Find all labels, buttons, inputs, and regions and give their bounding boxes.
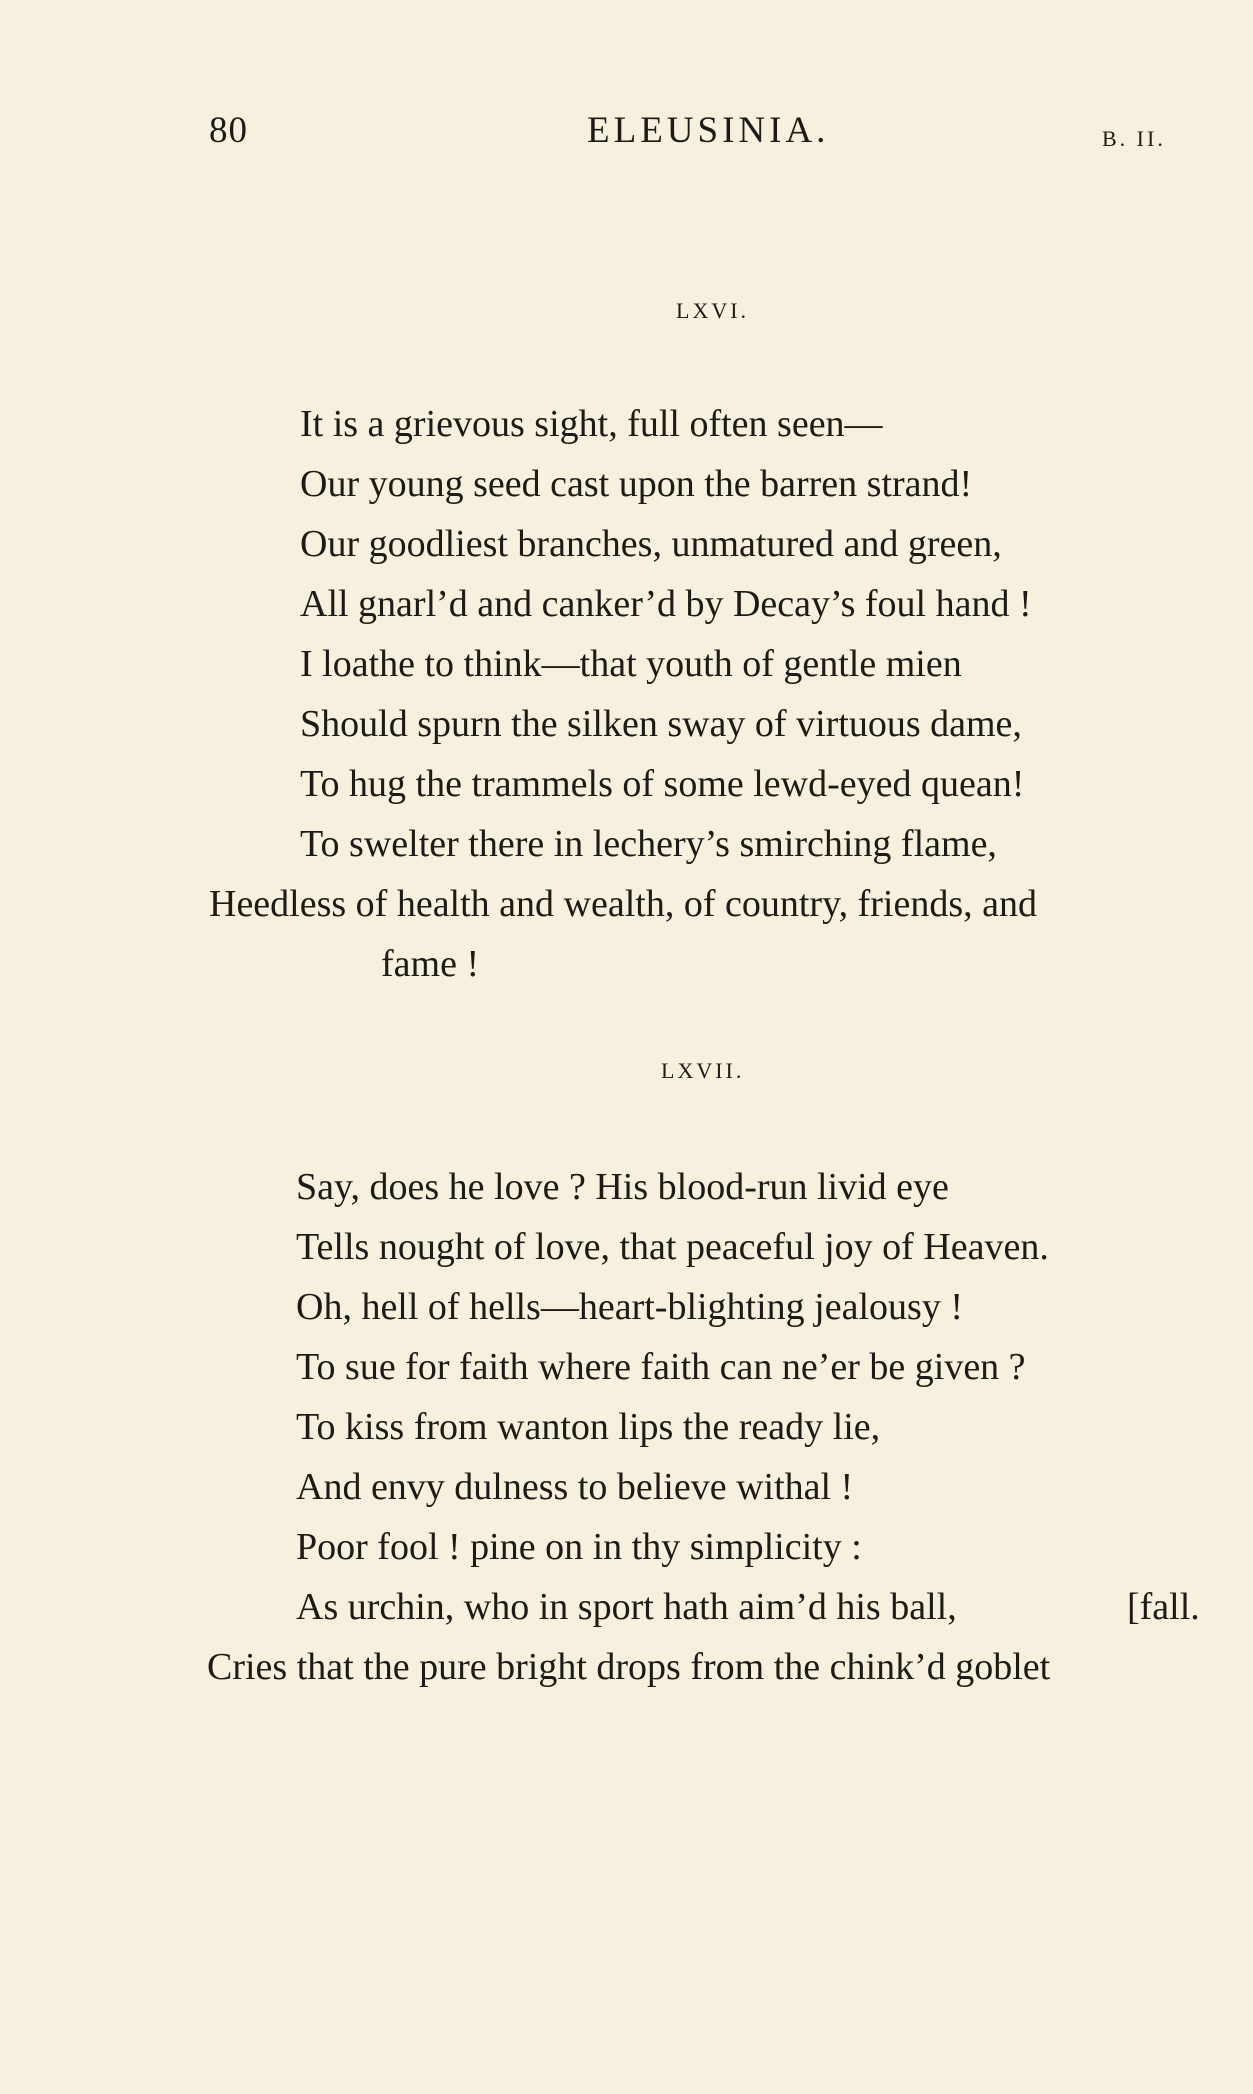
verse-line: To hug the trammels of some lewd-eyed quean! <box>300 763 1025 805</box>
stanza-number: LXVI. <box>676 298 750 323</box>
verse-line: Tells nought of love, that peaceful joy of Heaven. <box>296 1226 1049 1268</box>
verse-line: Our young seed cast upon the barren strand! <box>300 463 973 505</box>
verse-line: To sue for faith where faith can ne’er be given ? <box>296 1346 1026 1388</box>
verse-line: It is a grievous sight, full often seen— <box>300 403 883 445</box>
verse-line: Should spurn the silken sway of virtuous dame, <box>300 703 1022 745</box>
verse-line: Cries that the pure bright drops from the chink’d goblet <box>207 1646 1051 1688</box>
verse-line: To kiss from wanton lips the ready lie, <box>296 1406 881 1448</box>
page-number: 80 <box>209 110 248 151</box>
verse-line-continuation: fame ! <box>381 943 480 985</box>
verse-line: As urchin, who in sport hath aim’d his ball, <box>296 1586 957 1628</box>
verse-line: Poor fool ! pine on in thy simplicity : <box>296 1526 862 1568</box>
running-title: ELEUSINIA. <box>587 110 830 151</box>
verse-line: Heedless of health and wealth, of country, friends, and <box>209 883 1037 925</box>
stanza-number: LXVII. <box>661 1058 745 1083</box>
verse-line: I loathe to think—that youth of gentle mien <box>300 643 962 685</box>
book-marker: B. II. <box>1102 126 1166 151</box>
verse-line: To swelter there in lechery’s smirching flame, <box>300 823 997 865</box>
turned-word: [fall. <box>1127 1586 1200 1628</box>
verse-line: And envy dulness to believe withal ! <box>296 1466 854 1508</box>
verse-line: Our goodliest branches, unmatured and green, <box>300 523 1002 565</box>
verse-line: Say, does he love ? His blood-run livid eye <box>296 1166 949 1208</box>
verse-line: All gnarl’d and canker’d by Decay’s foul hand ! <box>300 583 1032 625</box>
verse-line: Oh, hell of hells—heart-blighting jealousy ! <box>296 1286 963 1328</box>
